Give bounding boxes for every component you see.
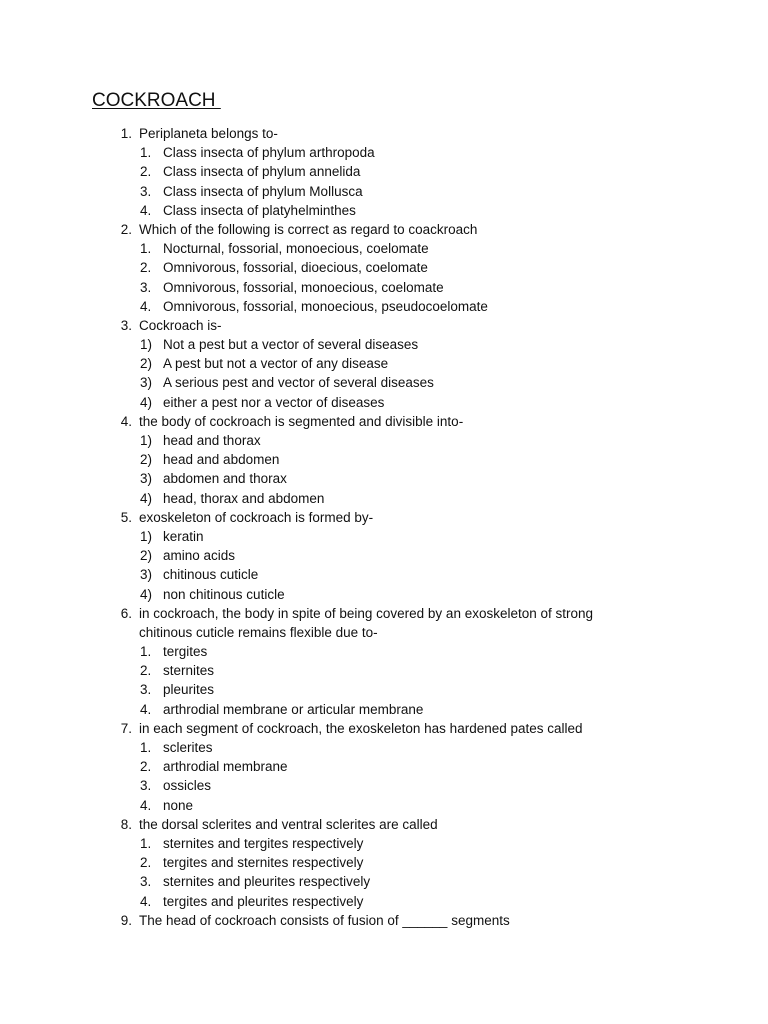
option-text: Omnivorous, fossorial, dioecious, coelomate — [163, 260, 428, 276]
answer-option — [0, 872, 768, 891]
answer-option — [0, 431, 768, 450]
option-text: Not a pest but a vector of several diseases — [163, 337, 419, 353]
option-label: 2) — [140, 452, 153, 468]
option-text: Class insecta of phylum arthropoda — [163, 145, 375, 161]
option-label: 4. — [140, 701, 152, 717]
option-text: Class insecta of phylum annelida — [163, 164, 361, 180]
answer-option — [0, 489, 768, 508]
answer-option — [0, 527, 768, 546]
answer-option — [0, 335, 768, 354]
question-number: 4. — [120, 413, 132, 429]
answer-option — [0, 201, 768, 220]
option-text: tergites — [163, 644, 208, 660]
option-label: 1) — [140, 433, 153, 448]
question-text: the dorsal sclerites and ventral sclerites are called — [139, 816, 438, 832]
answer-option — [0, 297, 768, 316]
option-text: tergites and pleurites respectively — [163, 893, 364, 909]
option-label: 2) — [140, 548, 153, 564]
question-text: Cockroach is- — [139, 317, 222, 333]
option-label: 4. — [140, 298, 152, 314]
answer-option — [0, 892, 768, 911]
document-title: COCKROACH — [92, 90, 221, 111]
question-number: 8. — [120, 816, 132, 832]
option-label: 3. — [140, 874, 152, 890]
option-label: 1. — [140, 145, 152, 161]
answer-option — [0, 239, 768, 258]
option-text: arthrodial membrane or articular membrane — [163, 701, 424, 717]
option-label: 1) — [140, 528, 153, 544]
option-text: Nocturnal, fossorial, monoecious, coelomate — [163, 241, 429, 257]
answer-option — [0, 373, 768, 392]
option-label: 2. — [140, 164, 152, 180]
option-label: 1. — [140, 644, 152, 660]
answer-option — [0, 738, 768, 757]
option-label: 1. — [140, 740, 152, 755]
option-text: A serious pest and vector of several diseases — [163, 375, 434, 391]
option-text: either a pest nor a vector of diseases — [163, 394, 385, 410]
question-item — [0, 911, 768, 930]
question-item — [0, 508, 768, 527]
option-label: 3) — [140, 375, 153, 391]
question-item — [0, 604, 768, 623]
option-label: 1. — [140, 241, 152, 257]
question-number: 5. — [120, 509, 132, 525]
answer-option — [0, 393, 768, 412]
question-number: 9. — [120, 912, 132, 928]
option-text: sclerites — [163, 740, 213, 755]
question-text: Which of the following is correct as regard to coackroach — [139, 221, 478, 237]
option-text: ossicles — [163, 778, 212, 794]
option-text: tergites and sternites respectively — [163, 855, 364, 871]
question-item — [0, 316, 768, 335]
option-label: 3. — [140, 682, 152, 698]
option-label: 2. — [140, 759, 152, 775]
option-label: 3. — [140, 279, 152, 295]
answer-option — [0, 585, 768, 604]
answer-option — [0, 796, 768, 815]
answer-option — [0, 776, 768, 795]
option-text: arthrodial membrane — [163, 759, 288, 775]
answer-option — [0, 661, 768, 680]
option-label: 3. — [140, 183, 152, 199]
answer-option — [0, 853, 768, 872]
answer-option — [0, 565, 768, 584]
option-text: abdomen and thorax — [163, 471, 287, 487]
option-label: 3) — [140, 471, 153, 487]
option-text: Class insecta of phylum Mollusca — [163, 183, 363, 199]
option-text: head and abdomen — [163, 452, 280, 468]
answer-option — [0, 258, 768, 277]
answer-option — [0, 680, 768, 699]
answer-option — [0, 278, 768, 297]
option-text: amino acids — [163, 548, 236, 564]
option-text: Omnivorous, fossorial, monoecious, coelomate — [163, 279, 444, 295]
answer-option — [0, 546, 768, 565]
question-number: 7. — [120, 720, 132, 736]
option-label: 4) — [140, 490, 153, 506]
option-label: 3) — [140, 567, 153, 583]
option-text: pleurites — [163, 682, 215, 698]
option-label: 4. — [140, 797, 152, 813]
question-number: 1. — [120, 126, 132, 141]
question-text: The head of cockroach consists of fusion of ______ segments — [139, 912, 510, 928]
option-text: Class insecta of platyhelminthes — [163, 202, 356, 218]
question-number: 3. — [120, 317, 132, 333]
option-text: sternites — [163, 663, 215, 679]
answer-option — [0, 162, 768, 181]
answer-option — [0, 182, 768, 201]
option-text: keratin — [163, 528, 204, 544]
answer-option — [0, 642, 768, 661]
answer-option — [0, 354, 768, 373]
question-text: the body of cockroach is segmented and divisible into- — [139, 413, 464, 429]
question-item — [0, 412, 768, 431]
option-text: non chitinous cuticle — [163, 586, 285, 602]
option-text: sternites and pleurites respectively — [163, 874, 371, 890]
option-text: A pest but not a vector of any disease — [163, 356, 389, 372]
option-label: 1) — [140, 337, 153, 353]
option-label: 3. — [140, 778, 152, 794]
answer-option — [0, 700, 768, 719]
option-label: 2. — [140, 663, 152, 679]
option-label: 4) — [140, 586, 153, 602]
option-label: 1. — [140, 835, 152, 851]
option-text: chitinous cuticle — [163, 567, 259, 583]
option-text: Omnivorous, fossorial, monoecious, pseudocoelomate — [163, 298, 488, 314]
question-number: 6. — [120, 605, 132, 621]
option-text: sternites and tergites respectively — [163, 835, 364, 851]
question-text: in each segment of cockroach, the exoskeleton has hardened pates called — [139, 720, 583, 736]
question-item — [0, 220, 768, 239]
option-label: 4. — [140, 893, 152, 909]
answer-option — [0, 757, 768, 776]
option-label: 4. — [140, 202, 152, 218]
question-text: in cockroach, the body in spite of being covered by an exoskeleton of strong — [139, 605, 594, 621]
option-label: 4) — [140, 394, 153, 410]
question-text: chitinous cuticle remains flexible due to- — [139, 624, 378, 640]
answer-option — [0, 143, 768, 162]
option-label: 2. — [140, 260, 152, 276]
question-item — [0, 124, 768, 143]
answer-option — [0, 469, 768, 488]
answer-option — [0, 834, 768, 853]
question-number: 2. — [120, 221, 132, 237]
option-text: none — [163, 797, 194, 813]
answer-option — [0, 450, 768, 469]
option-text: head, thorax and abdomen — [163, 490, 325, 506]
question-item — [0, 815, 768, 834]
option-label: 2. — [140, 855, 152, 871]
question-item — [0, 719, 768, 738]
question-list — [0, 124, 768, 930]
option-text: head and thorax — [163, 433, 261, 448]
question-text: Periplaneta belongs to- — [139, 126, 278, 141]
question-text: exoskeleton of cockroach is formed by- — [139, 509, 374, 525]
question-item — [0, 623, 768, 642]
option-label: 2) — [140, 356, 153, 372]
